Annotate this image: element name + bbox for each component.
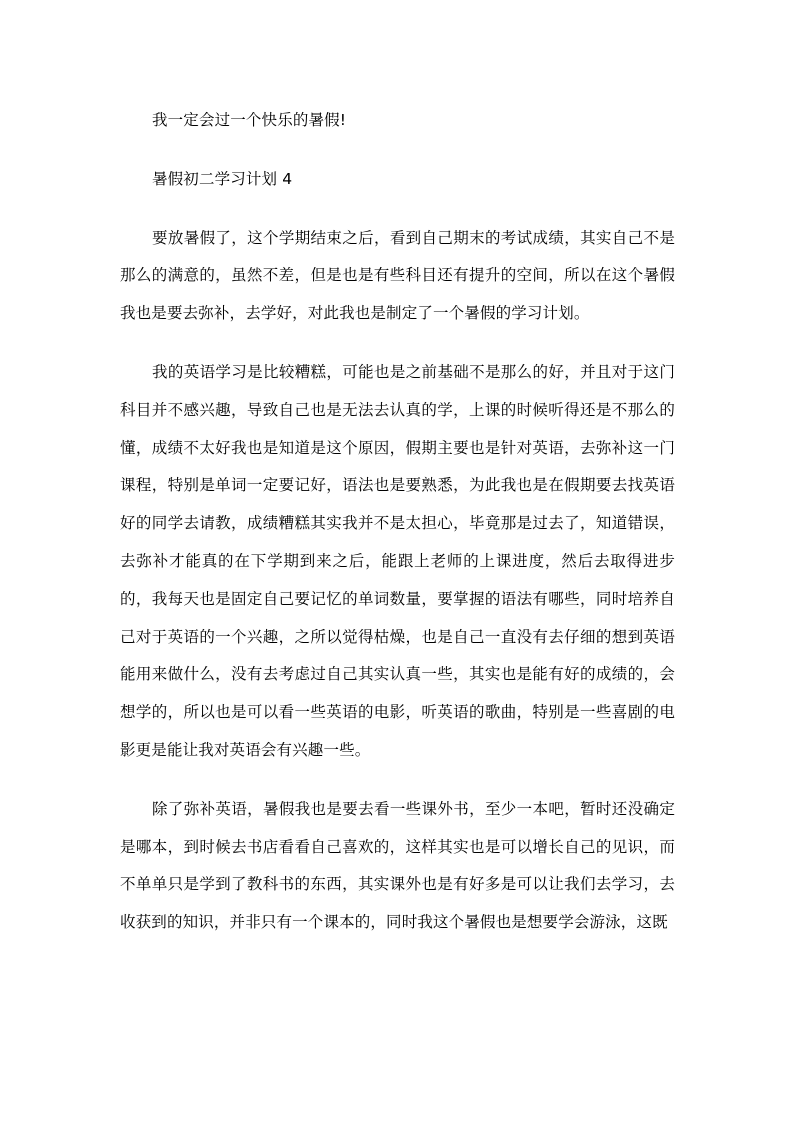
document-body (120, 102, 675, 942)
section-title: 暑假初二学习计划 4 (152, 169, 293, 188)
intro-paragraph: 要放暑假了，这个学期结束之后，看到自己期末的考试成绩，其实自己不是那么的满意的，虽然不差，但是也是有些科目还有提升的空间，所以在这个暑假我也是要去弥补，去学好，对此我也是制定了一个暑假的学习计划。 (120, 228, 675, 323)
english-plan-paragraph: 我的英语学习是比较糟糕，可能也是之前基础不是那么的好，并且对于这门科目并不感兴趣，导致自己也是无法去认真的学，上课的时候听得还是不那么的懂，成绩不太好我也是知道是这个原因，假期主要也是针对英语，去弥补这一门课程，特别是单词一定要记好，语法也是要熟悉，为此我也是在假期要去找英语好的同学去请教，成绩糟糕其实我并不是太担心，毕竟那是过去了，知道错误，去弥补才能真的在下学期到来之后，能跟上老师的上课进度，然后去取得进步的，我每天也是固定自己要记忆的单词数量，要掌握的语法有哪些，同时培养自己对于英语的一个兴趣，之所以觉得枯燥，也是自己一直没有去仔细的想到英语能用来做什么，没有去考虑过自己其实认真一些，其实也是能有好的成绩的，会想学的，所以也是可以看一些英语的电影，听英语的歌曲，特别是一些喜剧的电影更是能让我对英语会有兴趣一些。 (120, 362, 675, 759)
reading-plan-paragraph: 除了弥补英语，暑假我也是要去看一些课外书，至少一本吧，暂时还没确定是哪本，到时候去书店看看自己喜欢的，这样其实也是可以增长自己的见识，而不单单只是学到了教科书的东西，其实课外也是有好多是可以让我们去学习，去收获到的知识，并非只有一个课本的，同时我这个暑假也是想要学会游泳，这既 (120, 799, 675, 932)
closing-paragraph: 我一定会过一个快乐的暑假! (152, 111, 347, 129)
